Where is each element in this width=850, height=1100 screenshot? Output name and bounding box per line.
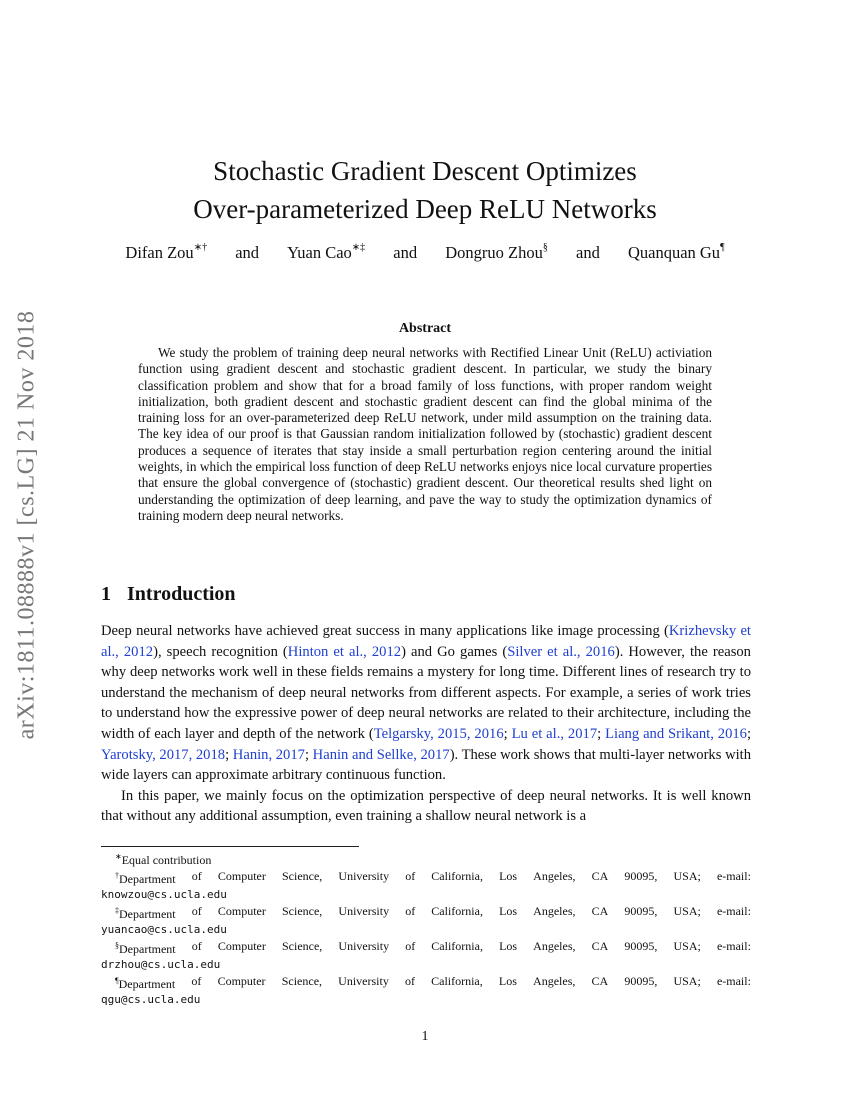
arxiv-identifier-text: arXiv:1811.08888v1 [cs.LG] 21 Nov 2018	[13, 310, 40, 740]
footnote-mark: ‡	[115, 906, 119, 915]
footnote-equal-contribution	[101, 849, 751, 868]
footnote-word: e-mail:	[716, 974, 751, 988]
section-number: 1	[101, 583, 111, 605]
footnote-word: USA;	[673, 939, 701, 953]
author-footnote-marks[interactable]: ∗‡	[351, 241, 366, 253]
footnote-word: CA	[591, 904, 609, 918]
author-footnote-marks[interactable]: ∗†	[193, 241, 208, 253]
footnote-affiliation	[101, 903, 751, 938]
footnote-word: California,	[431, 974, 483, 988]
footnote-mark: §	[115, 941, 119, 950]
citation-link[interactable]: Hanin and Sellke, 2017	[312, 746, 450, 763]
citation-link[interactable]: Silver et al., 2016	[507, 643, 615, 660]
footnote-word: University	[338, 904, 390, 918]
footnote-mark: ∗	[115, 852, 122, 861]
footnote-word: of	[405, 939, 416, 953]
footnote-affiliations	[101, 868, 751, 1008]
footnote-word: of	[191, 939, 202, 953]
footnote-lead	[101, 938, 176, 957]
footnote-word: 90095,	[624, 974, 658, 988]
author-email[interactable]: knowzou@cs.ucla.edu	[101, 888, 227, 901]
footnote-word: University	[338, 869, 390, 883]
footnote-mark: ¶	[115, 976, 119, 985]
footnote-word: California,	[431, 904, 483, 918]
footnote-word: of	[191, 904, 202, 918]
footnote-word: California,	[431, 939, 483, 953]
footnote-affiliation	[101, 868, 751, 903]
citation-link[interactable]: Yarotsky, 2017, 2018	[101, 746, 226, 763]
citation-link[interactable]: Liang and Srikant, 2016	[605, 725, 747, 742]
intro-text: ), speech recognition (	[153, 643, 288, 660]
intro-text: ;	[503, 725, 512, 742]
title-line-2: Over-parameterized Deep ReLU Networks	[193, 194, 657, 224]
citation-link[interactable]: Krizhevsky et al., 2012	[101, 623, 751, 660]
footnote-word: Science,	[281, 869, 323, 883]
footnote-affiliation-line	[101, 938, 751, 957]
footnote-word: of	[405, 869, 416, 883]
page-number: 1	[421, 1029, 429, 1044]
footnote-word: USA;	[673, 974, 701, 988]
footnote-word: 90095,	[624, 904, 658, 918]
author-separator: and	[235, 243, 260, 262]
author-email[interactable]: qgu@cs.ucla.edu	[101, 993, 201, 1006]
citation-link[interactable]: Hanin, 2017	[232, 746, 305, 763]
footnote-word: e-mail:	[716, 869, 751, 883]
footnote-word: Los	[498, 974, 517, 988]
intro-text: ;	[225, 746, 233, 763]
footnote-word: CA	[591, 974, 609, 988]
footnote-word: Department	[118, 977, 176, 991]
citation-link[interactable]: Hinton et al., 2012	[287, 643, 402, 660]
footnote-text: Equal contribution	[121, 853, 212, 867]
intro-text: Deep neural networks have achieved great success in many applications like image processing (	[101, 623, 669, 639]
footnote-word: Los	[499, 869, 518, 883]
intro-paragraph-1	[101, 621, 751, 786]
footnote-lead	[101, 868, 176, 887]
author-separator: and	[576, 243, 600, 262]
footnote-word: 90095,	[624, 939, 658, 953]
footnote-word: Computer	[217, 904, 266, 918]
footnote-word: University	[338, 939, 390, 953]
footnote-word: Computer	[217, 939, 266, 953]
author-email[interactable]: yuancao@cs.ucla.edu	[101, 923, 227, 936]
footnote-word: Science,	[281, 904, 323, 918]
intro-text: ;	[304, 746, 313, 763]
author-4	[628, 243, 725, 262]
footnote-word: of	[191, 974, 202, 988]
author-2	[287, 243, 365, 262]
footnote-word: CA	[591, 939, 609, 953]
intro-text: ;	[597, 725, 606, 742]
intro-text: ). However, the reason why deep networks work well in these fields remains a mystery for long time. Different lines of research try to understand the mechanism of deep neural networks from different aspects. For example, a series of work tries to understand how the expressive power of deep neural networks are related to their architecture, including the width of each layer and depth of the network (	[101, 643, 751, 742]
author-email[interactable]: drzhou@cs.ucla.edu	[101, 958, 221, 971]
footnote-word: of	[404, 974, 415, 988]
footnote-word: California,	[431, 869, 483, 883]
abstract-heading: Abstract	[398, 321, 452, 336]
footnote-lead	[101, 903, 176, 922]
footnote-word: University	[338, 974, 389, 988]
author-name: Quanquan Gu	[627, 243, 721, 262]
abstract-text: We study the problem of training deep neural networks with Rectified Linear Unit (ReLU) activiation function using gradient descent and stochastic gradient descent. In particular, we study the binary classification problem and show that for a broad family of loss functions, with proper random weight initialization, both gradient descent and stochastic gradient descent can find the global minima of the training loss for an over-parameterized deep ReLU network, under mild assumption on the training data. The key idea of our proof is that Gaussian random initialization followed by (stochastic) gradient descent produces a sequence of iterates that stay inside a small perturbation region centering around the initial weights, in which the empirical loss function of deep ReLU networks enjoys nice local curvature properties that ensure the global convergence of (stochastic) gradient descent. Our theoretical results shed light on understanding the optimization of deep learning, and pave the way to study the optimization dynamics of training modern deep neural networks.	[138, 345, 712, 523]
footnote-affiliation-line	[101, 903, 751, 922]
introduction-body	[101, 621, 751, 827]
intro-text: ). These work shows that multi-layer networks with wide layers can approximate arbitrary continuous function.	[101, 746, 752, 784]
footnote-word: of	[405, 904, 416, 918]
author-footnote-marks[interactable]: ¶	[720, 241, 725, 253]
author-name: Difan Zou	[125, 243, 194, 262]
author-1	[125, 243, 207, 262]
author-separator: and	[393, 243, 418, 262]
footnote-word: Angeles,	[533, 939, 576, 953]
footnote-word: Angeles,	[533, 904, 576, 918]
footnote-word: Computer	[217, 974, 266, 988]
footnote-word: Department	[119, 907, 176, 921]
intro-text: ;	[746, 725, 752, 742]
paper-title	[0, 152, 850, 228]
footnote-word: Computer	[217, 869, 266, 883]
arxiv-identifier-stamp	[8, 290, 46, 760]
footnote-word: Los	[499, 939, 518, 953]
footnote-word: Department	[119, 942, 176, 956]
footnote-word: USA;	[673, 869, 701, 883]
footnote-word: Angeles,	[533, 974, 576, 988]
footnote-word: e-mail:	[716, 904, 751, 918]
footnote-word: Science,	[281, 974, 323, 988]
section-heading-introduction	[101, 583, 236, 606]
title-line-1: Stochastic Gradient Descent Optimizes	[213, 156, 637, 186]
footnote-word: of	[191, 869, 202, 883]
footnote-word: e-mail:	[716, 939, 751, 953]
footnotes	[101, 849, 751, 1008]
author-footnote-marks[interactable]: §	[542, 241, 548, 253]
author-name: Yuan Cao	[287, 243, 352, 262]
footnote-word: Department	[119, 872, 176, 886]
footnote-affiliation	[101, 938, 751, 973]
footnote-mark: †	[115, 871, 119, 880]
footnote-affiliation-line	[101, 868, 751, 887]
citation-link[interactable]: Lu et al., 2017	[511, 725, 598, 742]
footnote-word: Los	[499, 904, 518, 918]
intro-paragraph-2: In this paper, we mainly focus on the optimization perspective of deep neural networks. It is well known that without any additional assumption, even training a shallow neural network is a	[101, 787, 751, 825]
footnote-word: USA;	[673, 904, 701, 918]
footnote-word: 90095,	[624, 869, 658, 883]
footnote-affiliation	[101, 973, 751, 1008]
author-name: Dongruo Zhou	[445, 243, 543, 262]
author-list	[0, 243, 850, 263]
footnote-word: Science,	[281, 939, 323, 953]
intro-text: ) and Go games (	[401, 643, 508, 660]
section-title: Introduction	[127, 583, 236, 605]
citation-link[interactable]: Telgarsky, 2015, 2016	[373, 725, 504, 742]
footnote-word: CA	[591, 869, 609, 883]
author-3	[445, 243, 548, 262]
footnote-lead	[101, 973, 175, 992]
footnote-divider	[101, 846, 359, 847]
footnote-affiliation-line	[101, 973, 751, 992]
footnote-word: Angeles,	[533, 869, 576, 883]
